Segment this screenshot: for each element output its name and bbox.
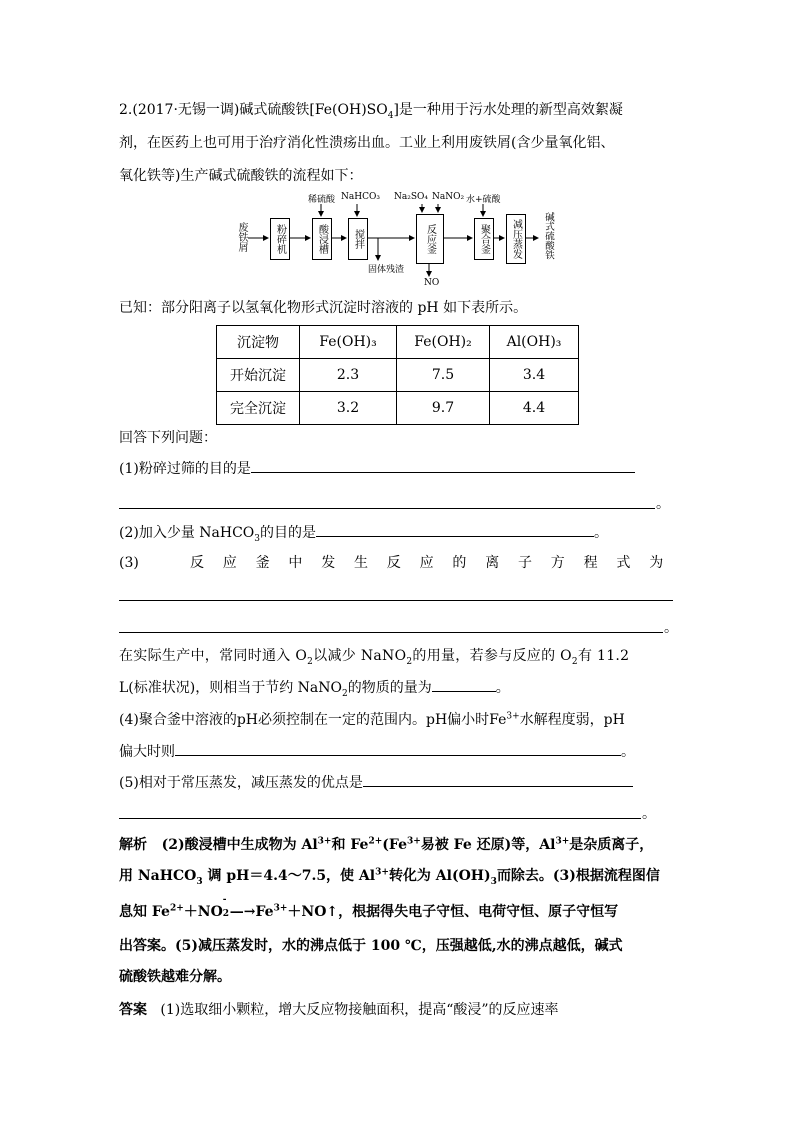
question-3-sub-1: 在实际生产中，常同时通入 $O_2$以减少 NaNO$_2$的用量，若参与反应的 $O_2$有 11.2	[119, 648, 630, 667]
answer-blank-5b[interactable]	[119, 818, 641, 819]
table-cell: 开始沉淀	[217, 359, 300, 392]
prompt: 回答下列问题：	[119, 430, 217, 446]
question-4: (4)聚合釜中溶液的pH必须控制在一定的范围内。pH偏小时$Fe^{3+}$水解程度弱，pH	[119, 711, 625, 728]
table-header-cell: Al(OH)₃	[490, 326, 579, 359]
answer-blank-3b[interactable]	[119, 632, 663, 633]
question-3-sub-2: L(标准状况)，则相当于节约 NaNO$_2$的物质的量为 。	[119, 677, 675, 698]
flow-box-stir: 搅拌	[348, 218, 368, 260]
answer-blank-2[interactable]	[316, 522, 594, 537]
question-1: (1)粉碎过筛的目的是	[119, 458, 675, 479]
flow-start-label: 废铁屑	[236, 222, 247, 252]
input-dilute-acid: 稀硫酸	[308, 195, 336, 205]
table-cell: 完全沉淀	[217, 392, 300, 425]
table-header-cell: Fe(OH)₂	[397, 326, 490, 359]
answer-blank-3c[interactable]	[432, 677, 496, 692]
table-cell: 7.5	[397, 359, 490, 392]
question-3-text: 反应釜中发生反应的离子方程式为	[190, 555, 682, 571]
question-line-1: 2.(2017·无锡一调)碱式硫酸铁$[Fe(OH)SO_4]$是一种用于污水处理的新型高效絮凝	[119, 102, 623, 121]
flow-box-acid-tank: 酸浸槽	[312, 218, 332, 260]
flow-box-crusher: 粉碎机	[270, 218, 290, 260]
table-cell: 3.2	[300, 392, 397, 425]
flow-box-polymerizer: 聚合釜	[474, 218, 494, 260]
known-info: 已知：部分阳离子以氢氧化物形式沉淀时溶液的 pH 如下表所示。	[119, 300, 528, 316]
process-flow-diagram	[228, 190, 568, 290]
output-no-gas: NO	[424, 278, 440, 288]
input-nano2: NaNO₂	[432, 192, 465, 202]
question-3: (3)	[119, 555, 139, 571]
table-header-cell: 沉淀物	[217, 326, 300, 359]
answer-blank-5a[interactable]	[363, 772, 633, 787]
table-cell: 9.7	[397, 392, 490, 425]
answer-blank-1b[interactable]	[119, 508, 655, 509]
analysis-line-2: 用 NaHCO$_3$ 调 pH＝4.4～7.5，使 $Al^{3+}$转化为 $Al(OH)_3$而除去。(3)根据流程图信	[119, 867, 660, 887]
answer-line: 答案 (1)选取细小颗粒，增大反应物接触面积，提高“酸浸”的反应速率	[119, 1002, 559, 1018]
period-1: 。	[656, 496, 670, 512]
output-solid-residue: 固体残渣	[368, 265, 405, 275]
period-3: 。	[664, 620, 678, 636]
question-2: (2)加入少量 NaHCO$_3$的目的是 。	[119, 522, 675, 543]
table-header-cell: Fe(OH)₃	[300, 326, 397, 359]
table-cell: 2.3	[300, 359, 397, 392]
precipitation-ph-table	[216, 325, 579, 425]
period-5: 。	[642, 806, 656, 822]
input-water-acid: 水+硫酸	[466, 195, 501, 205]
answer-label: 答案	[119, 1002, 147, 1018]
analysis-label: 解析	[119, 837, 147, 853]
question-5: (5)相对于常压蒸发，减压蒸发的优点是	[119, 772, 675, 793]
analysis-line-3: 息知 $Fe^{2+}+NO$ - 2 $—\to Fe^{3+}+NO↑$，根据得失电子守恒、电荷守恒、原子守恒写	[119, 895, 619, 920]
question-4-cont: 偏大时则 。	[119, 741, 675, 762]
answer-blank-4[interactable]	[175, 741, 621, 756]
flow-end-label: 碱式硫酸铁	[543, 212, 554, 260]
answer-blank-1a[interactable]	[251, 458, 635, 473]
input-nahco3: NaHCO₃	[341, 192, 380, 202]
analysis-line-1: 解析 (2)酸浸槽中生成物为 $Al^{3+}$和 $Fe^{2+}(Fe^{3+}$易被 Fe 还原)等，$Al^{3+}$是杂质离子，	[119, 836, 654, 853]
table-header-row	[217, 326, 579, 359]
table-row	[217, 392, 579, 425]
question-line-2: 剂，在医药上也可用于治疗消化性溃疡出血。工业上利用废铁屑(含少量氧化铝、	[119, 135, 615, 151]
table-cell: 4.4	[490, 392, 579, 425]
analysis-line-5: 硫酸铁越难分解。	[119, 969, 231, 985]
table-row	[217, 359, 579, 392]
question-line-3: 氧化铁等)生产碱式硫酸铁的流程如下：	[119, 168, 363, 184]
answer-blank-3a[interactable]	[119, 600, 673, 601]
flow-box-vacuum-evap: 减压蒸发	[506, 214, 526, 264]
input-na2so4: Na₂SO₄	[394, 192, 429, 202]
analysis-line-4: 出答案。(5)减压蒸发时，水的沸点低于 100 ℃，压强越低,水的沸点越低，碱式	[119, 938, 623, 954]
flow-box-reactor: 反应釜	[416, 214, 444, 264]
table-cell: 3.4	[490, 359, 579, 392]
